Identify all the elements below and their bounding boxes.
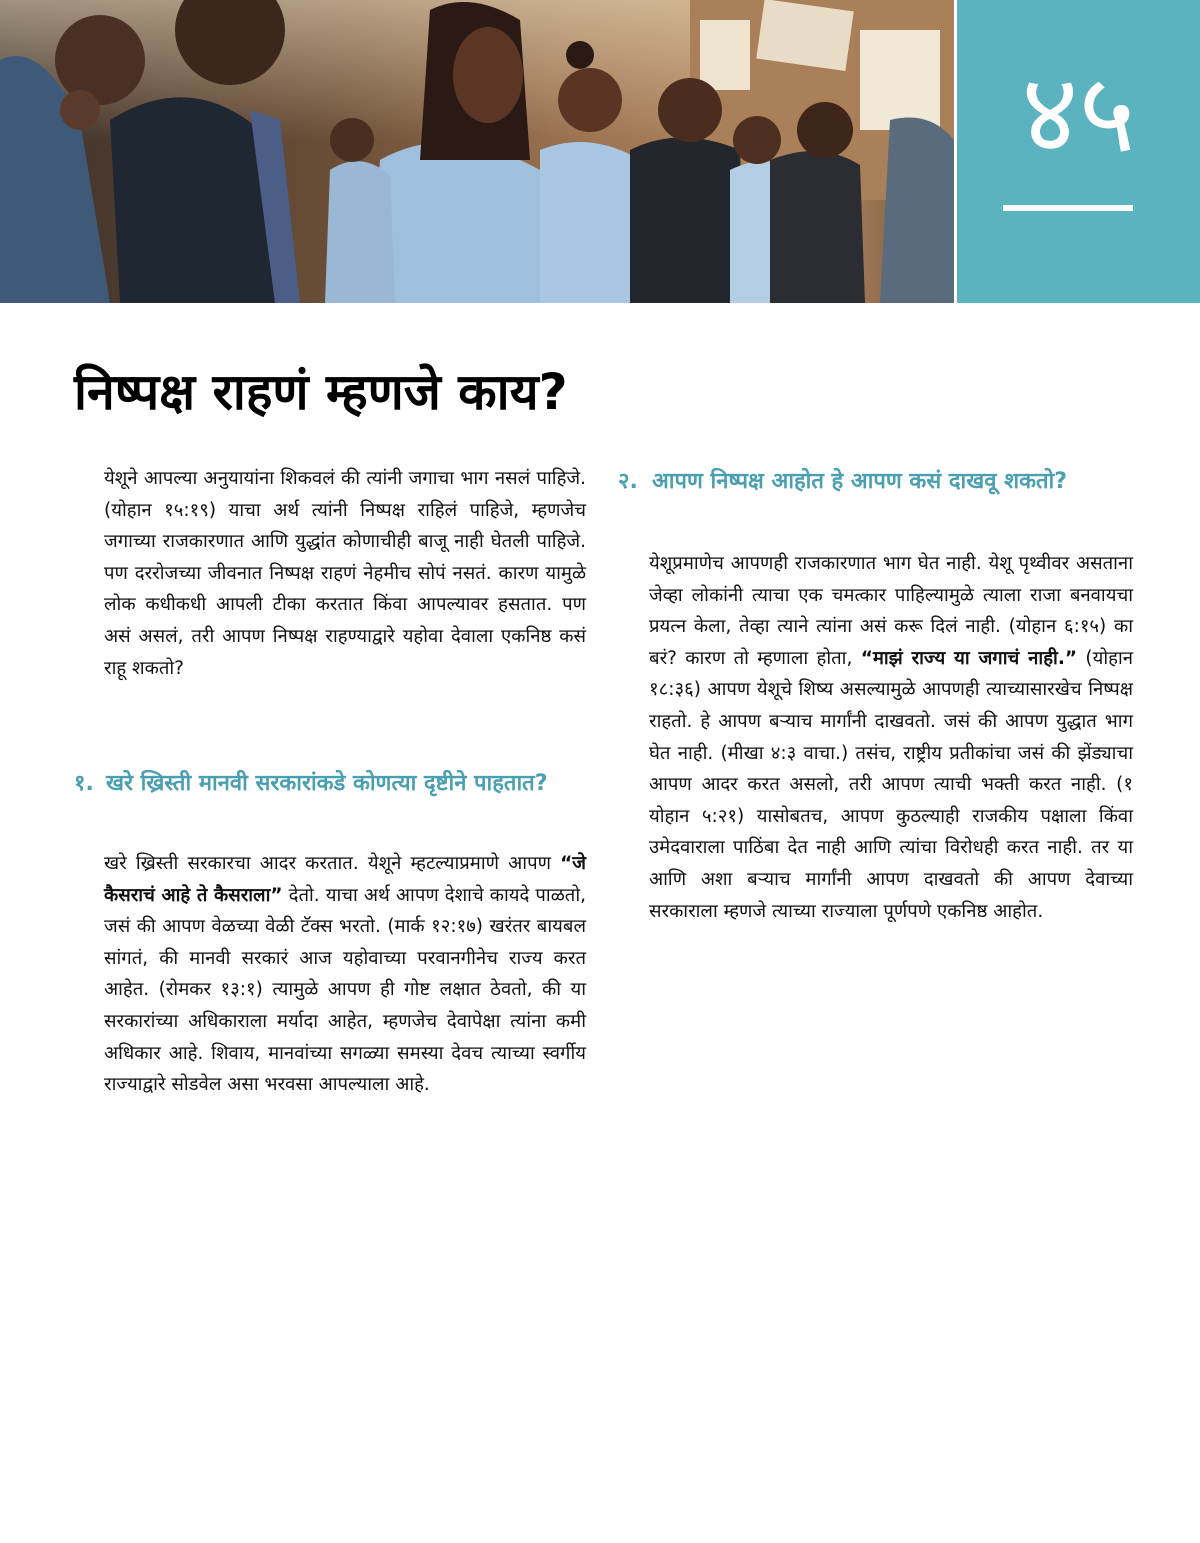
answer-2-paragraph	[649, 548, 1133, 927]
question-2-text: आपण निष्पक्ष आहोत हे आपण कसं दाखवू शकतो?	[652, 469, 1067, 494]
lesson-number: ४५	[1021, 49, 1136, 177]
page-title: निष्पक्ष राहणं म्हणजे काय?	[74, 363, 568, 421]
answer-1-quote: “जे कैसराचं आहे ते कैसराला”	[104, 853, 586, 906]
answer-1-column	[104, 848, 586, 1101]
answer-2-quote: “माझं राज्य या जगाचं नाही.”	[860, 647, 1078, 669]
intro-paragraph: येशूने आपल्या अनुयायांना शिकवलं की त्यांनी जगाचा भाग नसलं पाहिजे. (योहान १५:१९) याचा अर्थ त्यांनी निष्पक्ष राहिलं पाहिजे, म्हणजेच जगाच्या राजकारणात आणि युद्धांत कोणाचीही बाजू नाही घेतली पाहिजे. पण दररोजच्या जीवनात निष्पक्ष राहणं नेहमीच सोपं नसतं. कारण यामुळे लोक कधीकधी आपली टीका करतात किंवा आपल्यावर हसतात. पण असं असलं, तरी आपण निष्पक्ष राहण्याद्वारे यहोवा देवाला एकनिष्ठ कसं राहू शकतो?	[104, 468, 586, 679]
question-1-heading	[74, 766, 594, 801]
lesson-number-underline	[1003, 205, 1133, 211]
question-2-heading	[618, 464, 1158, 499]
question-1-number: १.	[74, 771, 94, 796]
answer-2-text-a: येशूप्रमाणेच आपणही राजकारणात भाग घेत नाही. येशू पृथ्वीवर असताना जेव्हा लोकांनी त्याचा एक चमत्कार पाहिल्यामुळे त्याला राजा बनवायचा प्रयत्न केला, तेव्हा त्याने त्यांना असं करू दिलं नाही. (योहान ६:१५) का बरं? कारण तो म्हणाला होता,	[649, 553, 1133, 669]
hero-photo	[0, 0, 954, 303]
question-2-number: २.	[618, 469, 638, 494]
answer-1-text-b: देतो. याचा अर्थ आपण देशाचे कायदे पाळतो, जसं की आपण वेळच्या वेळी टॅक्स भरतो. (मार्क १२:१७) खरंतर बायबल सांगतं, की मानवी सरकारं आज यहोवाच्या परवानगीनेच राज्य करत आहेत. (रोमकर १३:१) त्यामुळे आपण ही गोष्ट लक्षात ठेवतो, की या सरकारांच्या अधिकाराला मर्यादा आहेत, म्हणजेच देवापेक्षा त्यांना कमी अधिकार आहे. शिवाय, मानवांच्या सगळ्या समस्या देवच त्याच्या स्वर्गीय राज्याद्वारे सोडवेल असा भरवसा आपल्याला आहे.	[104, 884, 586, 1096]
classroom-illustration	[0, 0, 954, 303]
intro-column	[104, 463, 586, 684]
answer-2-column	[649, 548, 1133, 927]
answer-1-text-a: खरे ख्रिस्ती सरकारचा आदर करतात. येशूने म्हटल्याप्रमाणे आपण	[104, 853, 551, 874]
lesson-number-box	[957, 0, 1200, 303]
question-1-text: खरे ख्रिस्ती मानवी सरकारांकडे कोणत्या दृष्टीने पाहतात?	[106, 771, 548, 796]
answer-1-paragraph	[104, 848, 586, 1101]
answer-2-text-b: (योहान १८:३६) आपण येशूचे शिष्य असल्यामुळे आपणही त्याच्यासारखेच निष्पक्ष राहतो. हे आपण बऱ्याच मार्गांनी दाखवतो. जसं की आपण युद्धात भाग घेत नाही. (मीखा ४:३ वाचा.) तसंच, राष्ट्रीय प्रतीकांचा जसं की झेंड्याचा आपण आदर करत असलो, तरी आपण त्याची भक्ती करत नाही. (१ योहान ५:२१) यासोबतच, आपण कुठल्याही राजकीय पक्षाला किंवा उमेदवाराला पाठिंबा देत नाही आणि त्यांचा विरोधही करत नाही. तर या आणि अशा बऱ्याच मार्गांनी आपण दाखवतो की आपण देवाच्या सरकाराला म्हणजे त्याच्या राज्याला पूर्णपणे एकनिष्ठ आहोत.	[649, 647, 1133, 922]
